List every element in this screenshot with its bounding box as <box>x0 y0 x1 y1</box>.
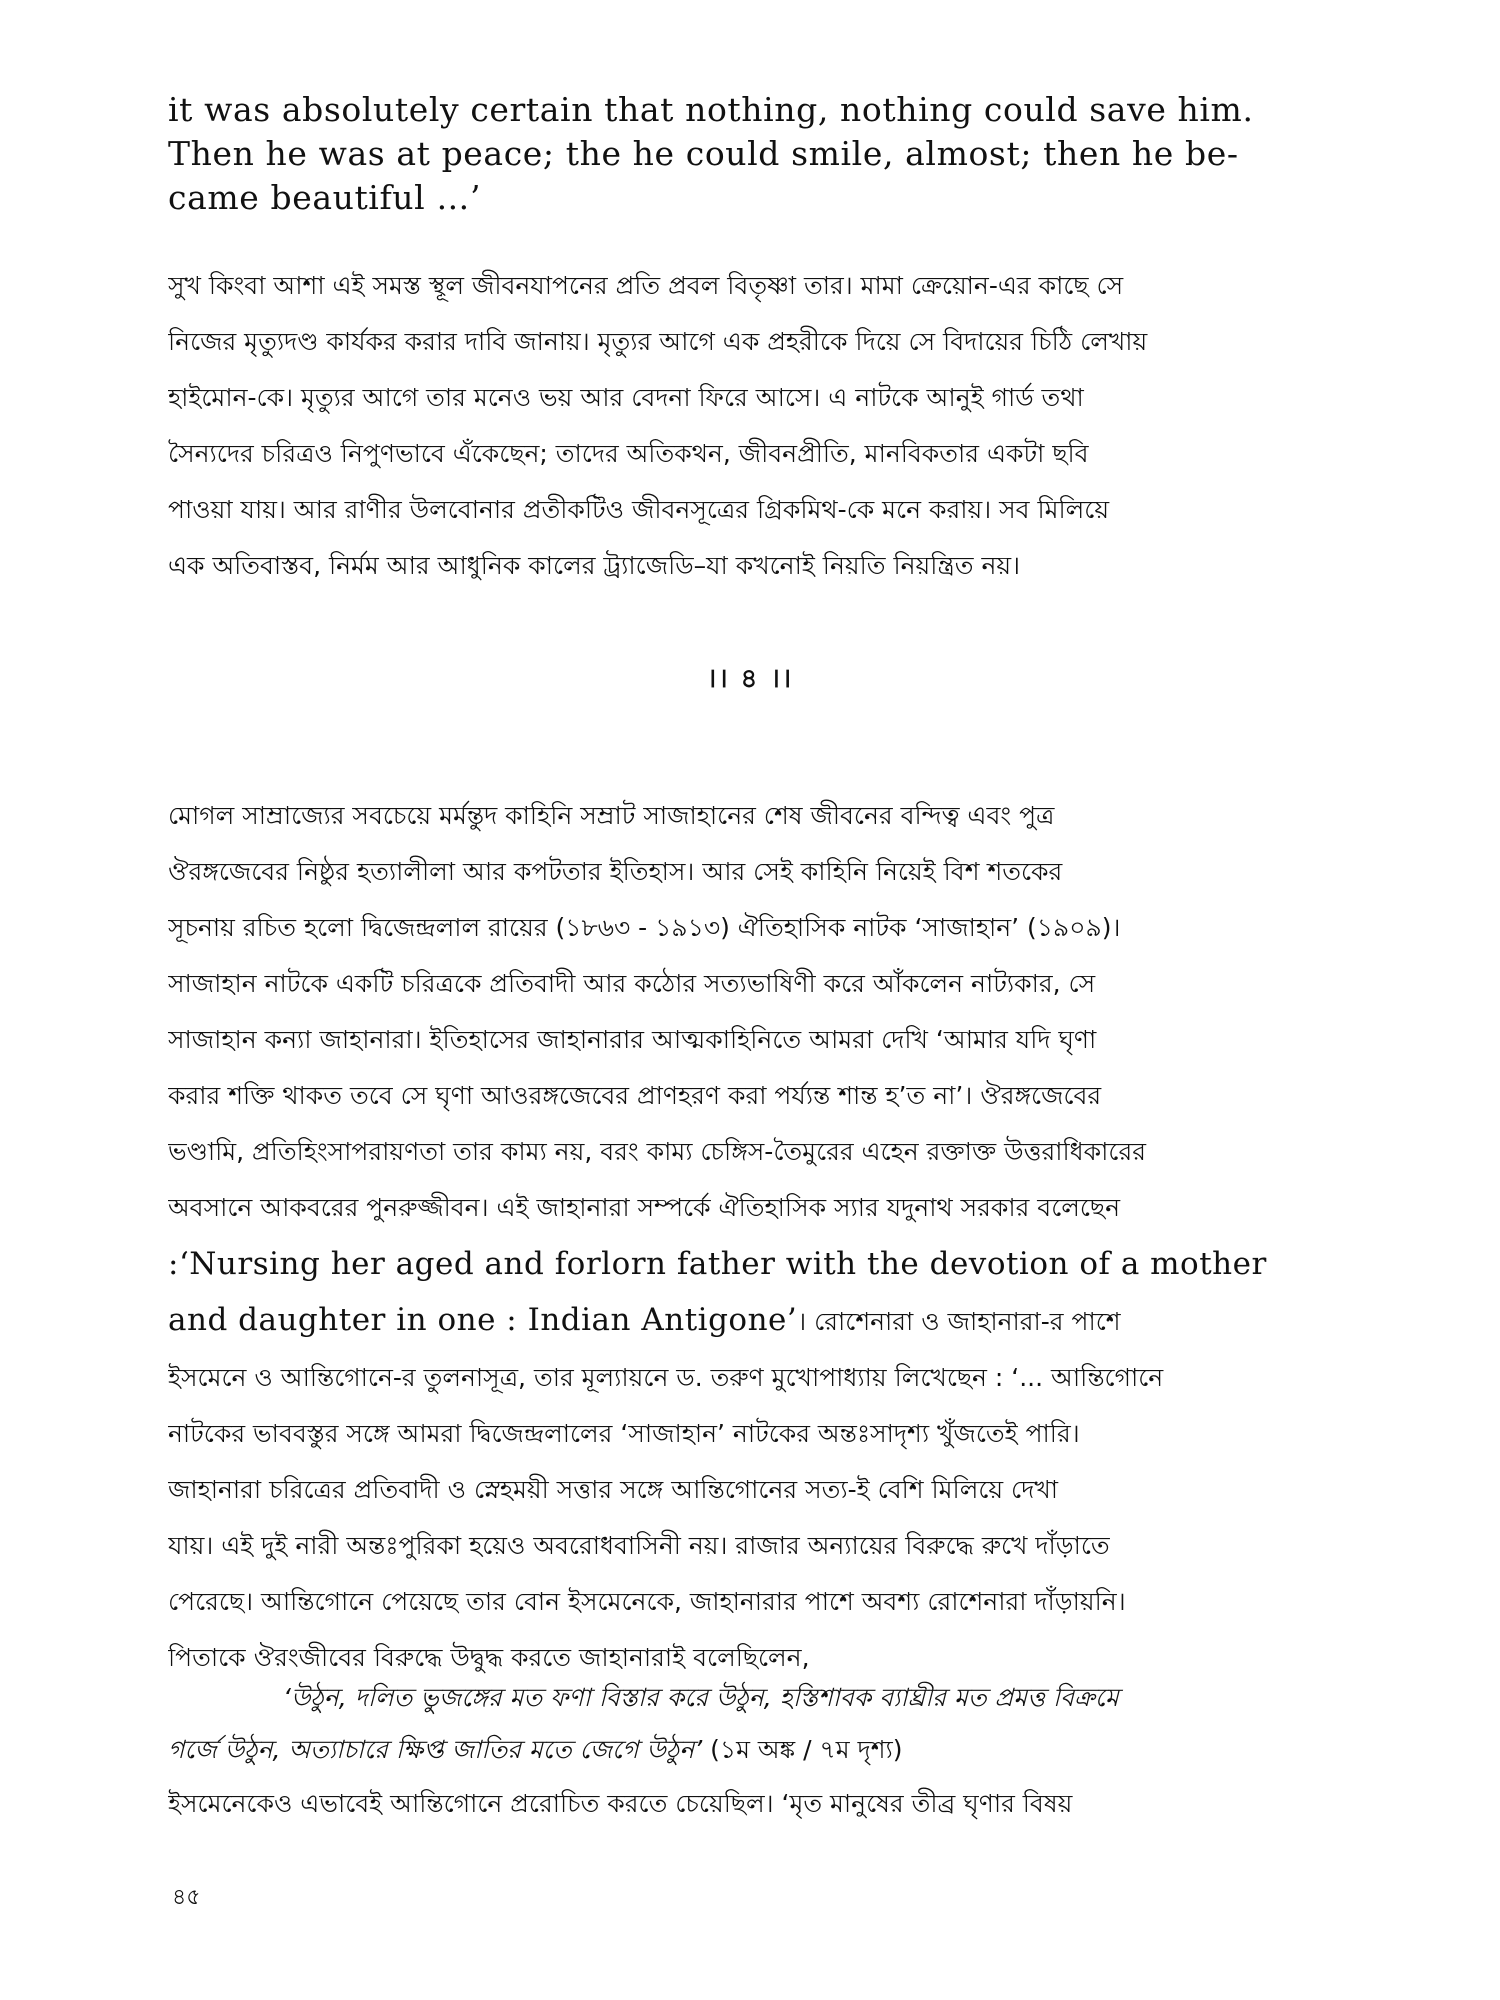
mixed-language-line <box>168 1292 1338 1350</box>
paragraph-line: সাজাহান কন্যা জাহানারা। ইতিহাসের জাহানারার আত্মকাহিনিতে আমরা দেখি ‘আমার যদি ঘৃণা <box>168 1025 1097 1054</box>
paragraph-line: যায়। এই দুই নারী অন্তঃপুরিকা হয়েও অবরোধবাসিনী নয়। রাজার অন্যায়ের বিরুদ্ধে রুখে দাঁড়াতে <box>168 1531 1110 1560</box>
paragraph-line: সৈন্যদের চরিত্রও নিপুণভাবে এঁকেছেন; তাদের অতিকথন, জীবনপ্রীতি, মানবিকতার একটা ছবি <box>168 439 1089 468</box>
paragraph-line: এক অতিবাস্তব, নির্মম আর আধুনিক কালের ট্র্যাজেডি–যা কখনোই নিয়তি নিয়ন্ত্রিত নয়। <box>168 551 1021 580</box>
paragraph-line: পাওয়া যায়। আর রাণীর উলবোনার প্রতীকটিও জীবনসূত্রের গ্রিকমিথ-কে মনে করায়। সব মিলিয়ে <box>168 495 1110 524</box>
paragraph-line: ঔরঙ্গজেবের নিষ্ঠুর হত্যালীলা আর কপটতার ইতিহাস। আর সেই কাহিনি নিয়েই বিশ শতকের <box>168 857 1063 886</box>
paragraph-line: ইসমেনে ও আন্তিগোনে-র তুলনাসূত্র, তার মূল্যায়নে ড. তরুণ মুখোপাধ্যায় লিখেছেন : ‘... আন্তিগোনে <box>168 1363 1164 1392</box>
english-quote-line: it was absolutely certain that nothing, nothing could save him. <box>168 90 1254 129</box>
bengali-continuation: । রোশেনারা ও জাহানারা-র পাশে <box>797 1307 1121 1336</box>
section-heading: ।। ৪ ।। <box>706 664 794 694</box>
paragraph-antigone-summary <box>168 258 1338 594</box>
english-quote-block <box>168 88 1338 220</box>
paragraph-ismene <box>168 1776 1338 1832</box>
paragraph-line: নাটকের ভাববস্তুর সঙ্গে আমরা দ্বিজেন্দ্রলালের ‘সাজাহান’ নাটকের অন্তঃসাদৃশ্য খুঁজতেই পারি। <box>168 1419 1080 1448</box>
block-quote-line: ‘উঠুন, দলিত ভুজঙ্গের মত ফণা বিস্তার করে উঠুন, হস্তিশাবক ব্যাঘ্রীর মত প্রমত্ত বিক্রমে <box>283 1683 1119 1712</box>
paragraph-line: হাইমোন-কে। মৃত্যুর আগে তার মনেও ভয় আর বেদনা ফিরে আসে। এ নাটকে আনুই গার্ড তথা <box>168 383 1084 412</box>
paragraph-line: পিতাকে ঔরংজীবের বিরুদ্ধে উদ্বুদ্ধ করতে জাহানারাই বলেছিলেন, <box>168 1643 810 1672</box>
block-quote-line <box>168 1724 1338 1776</box>
paragraph-line: পেরেছে। আন্তিগোনে পেয়েছে তার বোন ইসমেনেকে, জাহানারার পাশে অবশ্য রোশেনারা দাঁড়ায়নি। <box>168 1587 1126 1616</box>
page-number: ৪৫ <box>172 1885 201 1910</box>
paragraph-line: অবসানে আকবরের পুনরুজ্জীবন। এই জাহানারা সম্পর্কে ঐতিহাসিক স্যার যদুনাথ সরকার বলেছেন <box>168 1193 1120 1222</box>
paragraph-line: জাহানারা চরিত্রের প্রতিবাদী ও স্নেহময়ী সত্তার সঙ্গে আন্তিগোনের সত্য-ই বেশি মিলিয়ে দেখা <box>168 1475 1058 1504</box>
block-quote <box>168 1672 1338 1776</box>
paragraph-line: মোগল সাম্রাজ্যের সবচেয়ে মর্মন্তুদ কাহিনি সম্রাট সাজাহানের শেষ জীবনের বন্দিত্ব এবং পুত্র <box>168 801 1055 830</box>
paragraph-line: ভণ্ডামি, প্রতিহিংসাপরায়ণতা তার কাম্য নয়, বরং কাম্য চেঙ্গিস-তৈমুরের এহেন রক্তাক্ত উত্তরাধিকারের <box>168 1137 1146 1166</box>
block-quote-text: গর্জে উঠুন, অত্যাচারে ক্ষিপ্ত জাতির মতে জেগে উঠুন’ <box>168 1735 703 1764</box>
paragraph-line: সূচনায় রচিত হলো দ্বিজেন্দ্রলাল রায়ের (১৮৬৩ - ১৯১৩) ঐতিহাসিক নাটক ‘সাজাহান’ (১৯০৯)। <box>168 913 1121 942</box>
english-citation-line: :‘Nursing her aged and forlorn father with the devotion of a mother <box>168 1246 1267 1282</box>
paragraph-line: করার শক্তি থাকত তবে সে ঘৃণা আওরঙ্গজেবের প্রাণহরণ করা পর্য্যন্ত শান্ত হ’ত না’। ঔরঙ্গজেবের <box>168 1081 1102 1110</box>
english-quote-line: Then he was at peace; the he could smile, almost; then he be- <box>168 134 1239 173</box>
block-quote-citation: (১ম অঙ্ক / ৭ম দৃশ্য) <box>702 1735 903 1764</box>
paragraph-line: নিজের মৃত্যুদণ্ড কার্যকর করার দাবি জানায়। মৃত্যুর আগে এক প্রহরীকে দিয়ে সে বিদায়ের চিঠি লেখায় <box>168 327 1148 356</box>
paragraph-line: সুখ কিংবা আশা এই সমস্ত স্থূল জীবনযাপনের প্রতি প্রবল বিতৃষ্ণা তার। মামা ক্রেয়োন-এর কাছে সে <box>168 271 1124 300</box>
paragraph-line: ইসমেনেকেও এভাবেই আন্তিগোনে প্ররোচিত করতে চেয়েছিল। ‘মৃত মানুষের তীব্র ঘৃণার বিষয় <box>168 1789 1073 1818</box>
paragraph-line: সাজাহান নাটকে একটি চরিত্রকে প্রতিবাদী আর কঠোর সত্যভাষিণী করে আঁকলেন নাট্যকার, সে <box>168 969 1096 998</box>
english-citation-tail: and daughter in one : Indian Antigone’ <box>168 1302 798 1338</box>
english-quote-line: came beautiful …’ <box>168 178 482 217</box>
paragraph-sajahan <box>168 788 1338 1686</box>
